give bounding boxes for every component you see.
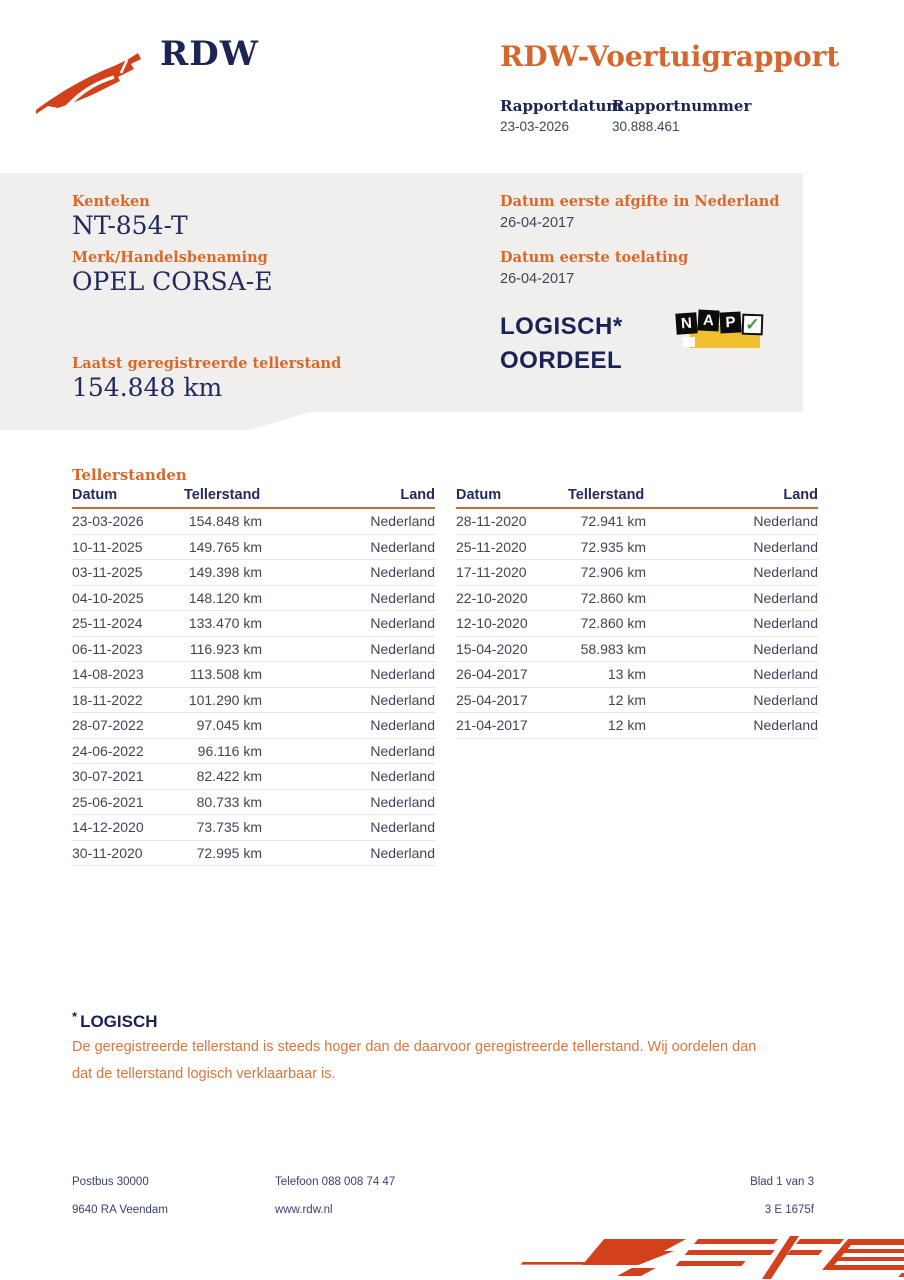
merk-value: OPEL CORSA-E	[72, 267, 273, 296]
table-body	[456, 509, 818, 739]
table-row	[72, 739, 435, 765]
oordeel-line1: LOGISCH*	[500, 313, 623, 340]
nap-letter-p: P	[719, 311, 741, 333]
row-odometer: 58.983 km	[580, 640, 646, 657]
row-country: Nederland	[753, 589, 818, 606]
report-date-label: Rapportdatum	[500, 97, 623, 115]
footer-page-number: Blad 1 van 3	[750, 1176, 814, 1188]
row-date: 10-11-2025	[72, 538, 143, 555]
row-country: Nederland	[753, 666, 818, 683]
row-odometer: 73.735 km	[196, 819, 262, 836]
row-country: Nederland	[753, 640, 818, 657]
row-odometer: 72.941 km	[580, 513, 646, 530]
row-date: 14-12-2020	[72, 819, 144, 836]
page-title: RDW-Voertuigrapport	[500, 40, 840, 73]
afgifte-value: 26-04-2017	[500, 215, 575, 231]
row-country: Nederland	[753, 691, 818, 708]
row-date: 25-04-2017	[456, 691, 528, 708]
table-row	[72, 841, 435, 867]
row-country: Nederland	[370, 793, 435, 810]
afgifte-label: Datum eerste afgifte in Nederland	[500, 193, 780, 210]
row-odometer: 12 km	[607, 717, 646, 734]
row-country: Nederland	[370, 615, 435, 632]
row-country: Nederland	[370, 666, 435, 683]
row-odometer: 72.995 km	[196, 844, 262, 861]
row-odometer: 72.860 km	[580, 589, 646, 606]
table-row	[456, 713, 818, 739]
row-odometer: 72.935 km	[580, 538, 646, 555]
nap-checkmark-icon: ✓	[742, 314, 764, 336]
odometer-table-right	[456, 487, 818, 739]
row-date: 23-03-2026	[72, 513, 144, 530]
row-odometer: 149.398 km	[188, 564, 262, 581]
table-row	[72, 535, 435, 561]
table-row	[72, 713, 435, 739]
table-row	[72, 560, 435, 586]
row-odometer: 149.765 km	[188, 538, 262, 555]
row-odometer: 72.860 km	[580, 615, 646, 632]
row-date: 06-11-2023	[72, 640, 143, 657]
row-country: Nederland	[753, 538, 818, 555]
odometer-table-left	[72, 487, 435, 866]
report-date-value: 23-03-2026	[500, 119, 570, 134]
row-date: 28-07-2022	[72, 717, 144, 734]
row-country: Nederland	[370, 640, 435, 657]
row-country: Nederland	[370, 589, 435, 606]
footer-address	[72, 1168, 168, 1224]
row-country: Nederland	[370, 768, 435, 785]
oordeel-line2: OORDEEL	[500, 347, 623, 374]
row-odometer: 72.906 km	[580, 564, 646, 581]
row-country: Nederland	[370, 844, 435, 861]
column-header-tellerstand: Tellerstand	[184, 487, 261, 503]
merk-label: Merk/Handelsbenaming	[72, 249, 268, 266]
footnote-title-text: LOGISCH	[80, 1012, 158, 1031]
column-header-datum: Datum	[72, 487, 118, 503]
table-body	[72, 509, 435, 866]
row-odometer: 101.290 km	[188, 691, 262, 708]
row-odometer: 82.422 km	[196, 768, 262, 785]
report-number-label: Rapportnummer	[612, 97, 752, 115]
row-odometer: 116.923 km	[189, 640, 262, 657]
row-odometer: 97.045 km	[196, 717, 262, 734]
table-row	[72, 509, 435, 535]
row-country: Nederland	[753, 615, 818, 632]
row-date: 30-07-2021	[72, 768, 144, 785]
row-odometer: 113.508 km	[189, 666, 262, 683]
column-header-datum: Datum	[456, 487, 502, 503]
footer-postbus: Postbus 30000	[72, 1176, 149, 1188]
rdw-logo-text: RDW	[160, 34, 259, 74]
row-country: Nederland	[370, 819, 435, 836]
row-country: Nederland	[370, 742, 435, 759]
row-country: Nederland	[370, 717, 435, 734]
row-date: 25-11-2024	[72, 615, 143, 632]
table-row	[72, 688, 435, 714]
table-row	[72, 790, 435, 816]
row-country: Nederland	[753, 717, 818, 734]
column-header-tellerstand: Tellerstand	[568, 487, 645, 503]
row-date: 17-11-2020	[456, 564, 527, 581]
kenteken-label: Kenteken	[72, 193, 150, 210]
row-odometer: 13 km	[607, 666, 646, 683]
table-row	[72, 662, 435, 688]
footnote-title	[72, 1009, 158, 1032]
footer-contact	[275, 1168, 395, 1224]
table-row	[456, 662, 818, 688]
row-date: 30-11-2020	[72, 844, 143, 861]
row-date: 28-11-2020	[456, 513, 527, 530]
rdw-logo-swoosh-icon	[34, 48, 146, 122]
tellerstanden-section-title: Tellerstanden	[72, 466, 187, 484]
row-country: Nederland	[753, 513, 818, 530]
row-date: 18-11-2022	[72, 691, 143, 708]
row-date: 12-10-2020	[456, 615, 528, 632]
footnote-text: De geregistreerde tellerstand is steeds hoger dan de daarvoor geregistreerde tellerstand. Wij oordelen dan dat de tellerstand logisch verklaarbaar is.	[72, 1039, 757, 1082]
table-row	[456, 637, 818, 663]
table-row	[72, 611, 435, 637]
row-odometer: 96.116 km	[197, 742, 262, 759]
nap-letter-a: A	[697, 309, 719, 331]
row-odometer: 12 km	[607, 691, 646, 708]
row-odometer: 80.733 km	[196, 793, 262, 810]
report-number-value: 30.888.461	[612, 119, 680, 134]
toelating-value: 26-04-2017	[500, 271, 575, 287]
row-country: Nederland	[370, 691, 435, 708]
row-country: Nederland	[753, 564, 818, 581]
table-row	[456, 560, 818, 586]
row-date: 21-04-2017	[456, 717, 528, 734]
footer-phone: Telefoon 088 008 74 47	[275, 1176, 396, 1188]
rdw-speedlines-graphic-icon	[500, 1232, 904, 1280]
row-date: 25-06-2021	[72, 793, 144, 810]
table-row	[72, 637, 435, 663]
tellerstand-label: Laatst geregistreerde tellerstand	[72, 355, 342, 372]
table-row	[456, 688, 818, 714]
column-header-land: Land	[400, 487, 435, 503]
table-row	[72, 764, 435, 790]
row-date: 25-11-2020	[456, 538, 527, 555]
row-odometer: 148.120 km	[188, 589, 262, 606]
tellerstand-value: 154.848 km	[72, 373, 223, 402]
kenteken-value: NT-854-T	[72, 211, 188, 240]
row-date: 24-06-2022	[72, 742, 144, 759]
row-date: 04-10-2025	[72, 589, 144, 606]
footer-city: 9640 RA Veendam	[72, 1204, 168, 1216]
column-header-land: Land	[783, 487, 818, 503]
row-country: Nederland	[370, 564, 435, 581]
row-country: Nederland	[370, 513, 435, 530]
footer-meta	[614, 1168, 814, 1224]
row-date: 03-11-2025	[72, 564, 143, 581]
row-date: 26-04-2017	[456, 666, 528, 683]
row-odometer: 154.848 km	[188, 513, 262, 530]
toelating-label: Datum eerste toelating	[500, 249, 689, 266]
table-header	[456, 487, 818, 509]
row-country: Nederland	[370, 538, 435, 555]
table-row	[456, 509, 818, 535]
table-row	[72, 815, 435, 841]
footnote-asterisk: *	[72, 1009, 78, 1024]
nap-white-square	[683, 337, 695, 347]
row-odometer: 133.470 km	[188, 615, 262, 632]
table-row	[456, 535, 818, 561]
footer-website[interactable]: www.rdw.nl	[275, 1204, 333, 1216]
row-date: 15-04-2020	[456, 640, 528, 657]
table-row	[456, 586, 818, 612]
oordeel-verdict	[500, 310, 623, 378]
nap-logo-icon	[676, 310, 768, 352]
row-date: 14-08-2023	[72, 666, 144, 683]
table-row	[72, 586, 435, 612]
row-date: 22-10-2020	[456, 589, 528, 606]
table-header	[72, 487, 435, 509]
nap-letter-n: N	[675, 312, 697, 334]
footer-doc-code: 3 E 1675f	[764, 1204, 814, 1216]
table-row	[456, 611, 818, 637]
